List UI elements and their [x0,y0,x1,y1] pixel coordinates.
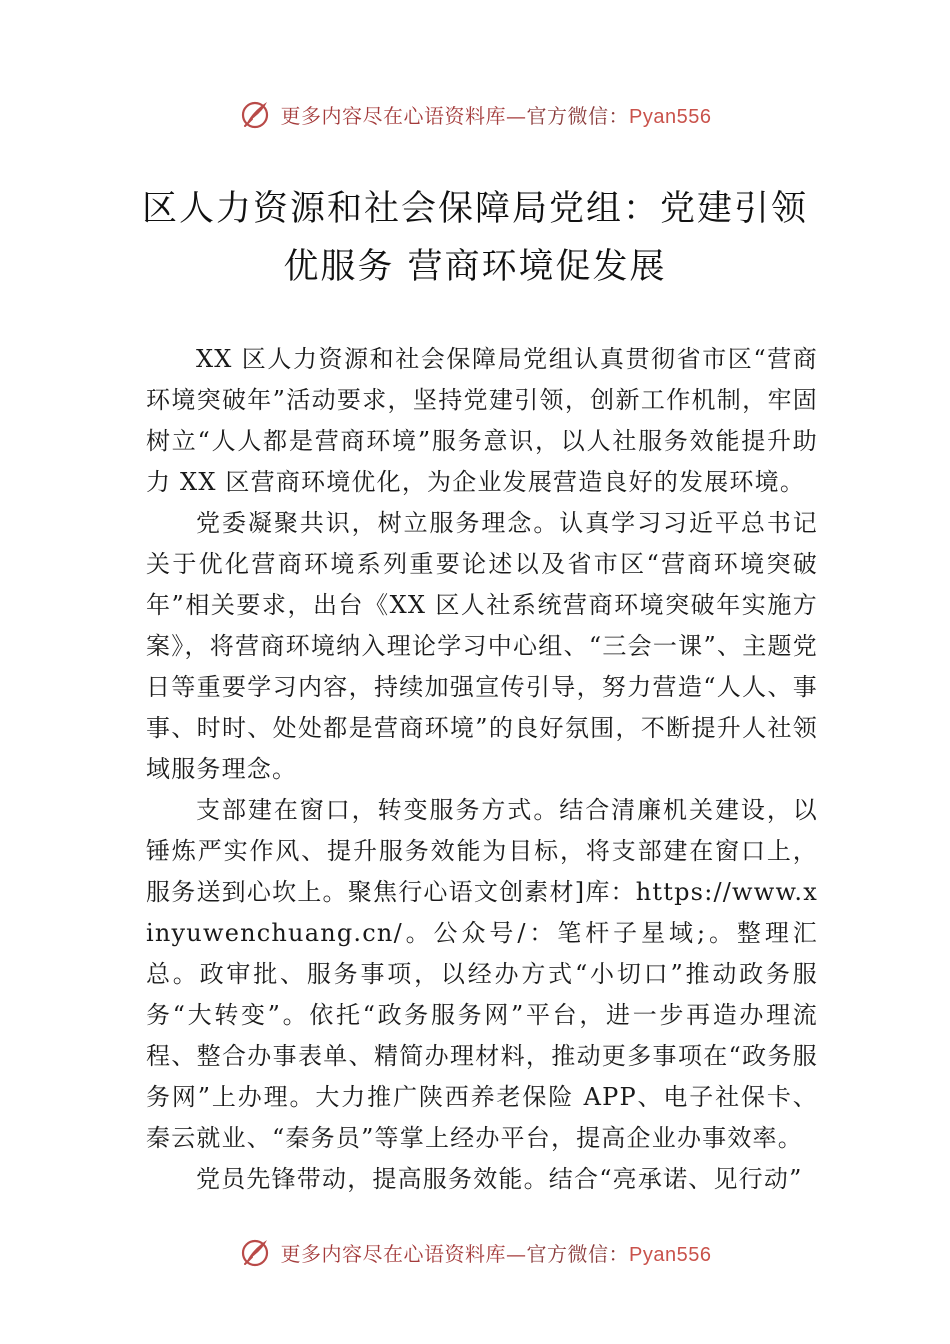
paragraph-intro: XX 区人力资源和社会保障局党组认真贯彻省市区“营商环境突破年”活动要求，坚持党建引领，创新工作机制，牢固树立“人人都是营商环境”服务意识，以人社服务效能提升助力 XX 区营商环境优化，为企业发展营造良好的发展环境。 [146,345,818,496]
banner-text: 更多内容尽在心语资料库—官方微信：Pyan556 [280,103,712,128]
paragraph-consensus: 党委凝聚共识，树立服务理念。认真学习习近平总书记关于优化营商环境系列重要论述以及省市区“营商环境突破年”相关要求，出台《XX 区人社系统营商环境突破年实施方案》，将营商环境纳入理论学习中心组、“三会一课”、主题党日等重要学习内容，持续加强宣传引导，努力营造“人人、事事、时时、处处都是营商环境”的良好氛围，不断提升人社领域服务理念。 [146,509,818,783]
title-line-2: 优服务 营商环境促发展 [283,247,667,287]
quill-pen-logo-icon [239,1235,273,1269]
paragraph-branch-window: 支部建在窗口，转变服务方式。结合清廉机关建设，以锤炼严实作风、提升服务效能为目标，将支部建在窗口上，服务送到心坎上。聚焦行心语文创素材]库：https://www.xinyuwenchuang.cn/。公众号/：笔杆子星域;。整理汇总。政审批、服务事项，以经办方式“小切口”推动政务服务“大转变”。依托“政务服务网”平台，进一步再造办理流程、整合办事表单、精简办理材料，推动更多事项在“政务服务网”上办理。大力推广陕西养老保险 APP、电子社保卡、秦云就业、“秦务员”等掌上经办平台，提高企业办事效率。 [146,796,818,1152]
quill-pen-logo-icon [239,97,273,131]
banner-text: 更多内容尽在心语资料库—官方微信：Pyan556 [280,1241,712,1266]
paragraph-vanguard: 党员先锋带动，提高服务效能。结合“亮承诺、见行动” [196,1165,803,1193]
footer-banner [0,1232,950,1272]
document-body [146,339,818,1200]
document-title [0,180,950,296]
header-banner [0,94,950,134]
title-line-1: 区人力资源和社会保障局党组：党建引领 [141,189,808,229]
